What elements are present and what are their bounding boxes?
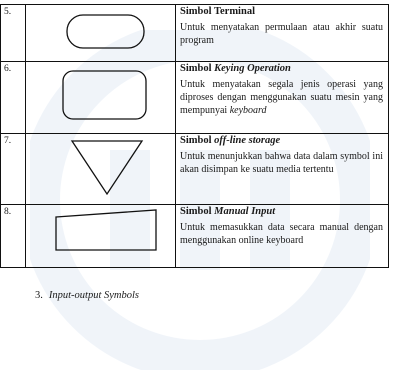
row-number: 8. [1, 205, 26, 268]
table-row [1, 134, 389, 205]
symbol-title: Simbol off-line storage [180, 135, 281, 146]
flowchart-symbol-table [0, 4, 389, 268]
table-row [1, 205, 389, 268]
symbol-description: Untuk menyatakan permulaan atau akhir suatu program [180, 22, 383, 46]
manual-input-symbol-icon [26, 205, 175, 265]
symbol-title: Simbol Manual Input [180, 206, 276, 217]
row-number: 7. [1, 134, 26, 205]
symbol-title: Simbol Keying Operation [180, 63, 291, 74]
description-cell [176, 205, 389, 268]
section-number: 3. [35, 290, 43, 301]
description-cell [176, 134, 389, 205]
symbol-title: Simbol Terminal [180, 6, 255, 17]
symbol-description: Untuk menunjukkan bahwa data dalam symbol ini akan disimpan ke suatu media tertentu [180, 151, 383, 175]
terminal-symbol-icon [26, 5, 175, 59]
description-cell [176, 62, 389, 134]
table-row [1, 62, 389, 134]
section-title: Input-output Symbols [48, 290, 139, 301]
symbol-description: Untuk memasukkan data secara manual dengan menggunakan online keyboard [180, 222, 383, 246]
description-cell [176, 5, 389, 62]
shape-cell [26, 205, 176, 268]
shape-cell [26, 134, 176, 205]
offline-storage-symbol-icon [26, 134, 175, 202]
symbol-description: Untuk menyatakan segala jenis operasi yang diproses dengan menggunakan suatu mesin yang mempunyai keyboard [180, 79, 383, 116]
row-number: 5. [1, 5, 26, 62]
keying-operation-symbol-icon [26, 62, 175, 131]
table-row [1, 5, 389, 62]
shape-cell [26, 5, 176, 62]
shape-cell [26, 62, 176, 134]
section-heading [35, 290, 139, 301]
row-number: 6. [1, 62, 26, 134]
